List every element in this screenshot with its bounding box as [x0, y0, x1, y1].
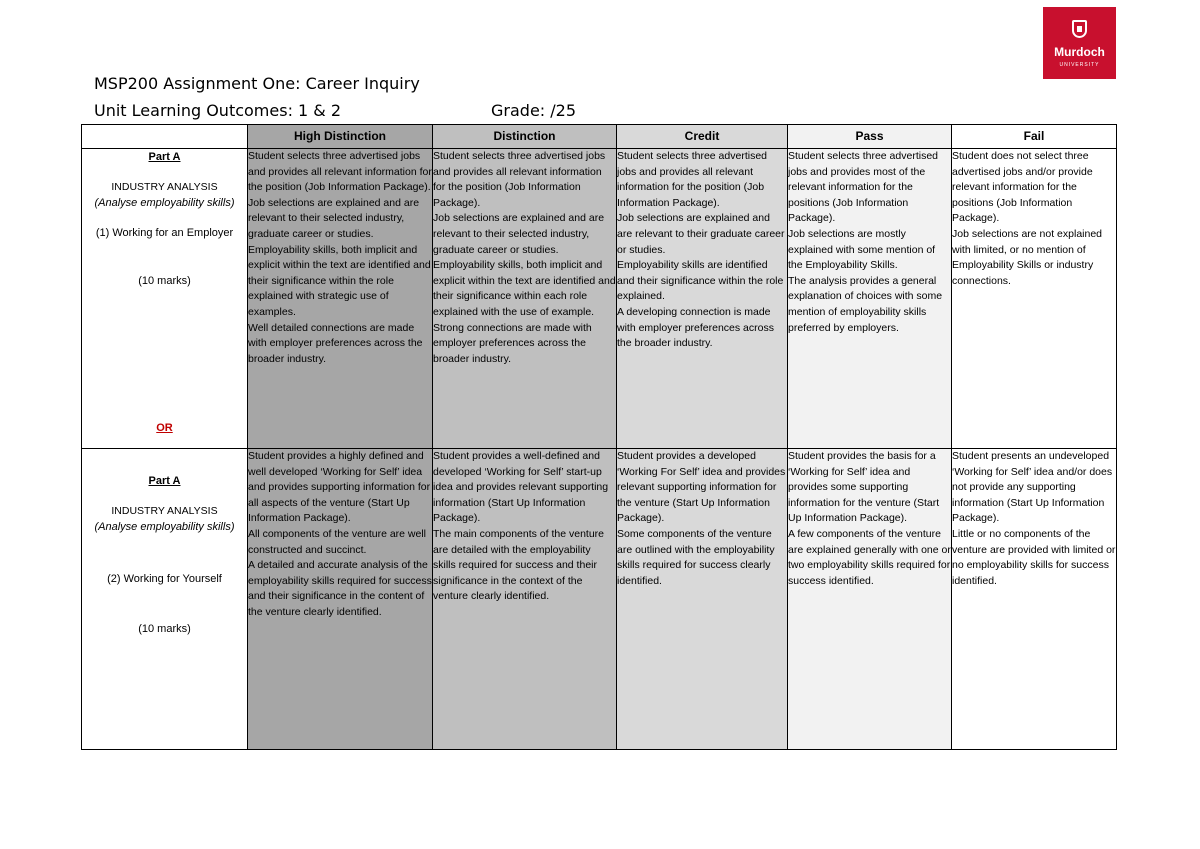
analyse-label: (Analyse employability skills) [94, 521, 235, 533]
descriptor-cell: Student selects three advertised jobs and provides most of the relevant information for the positions (Job Information Package). Job selections are mostly explained with some mention of the Employability Skills. The analysis provides a general explanation of choices with some mention of employability skills preferred by employers. [788, 149, 952, 449]
descriptor-cell: Student does not select three advertised jobs and/or provide relevant information for the positions (Job Information Package). Job selections are not explained with limited, or no mention of Employability Skills or industry connections. [952, 149, 1117, 449]
header-blank [82, 125, 248, 149]
header-distinction: Distinction [433, 125, 617, 149]
descriptor-cell: Student provides a developed ‘Working For Self’ idea and provides relevant supporting information for the venture (Start Up Information Package). Some components of the venture are outlined with the employability skills required for success clearly identified. [617, 449, 788, 750]
or-label: OR [156, 422, 173, 434]
criterion-cell [82, 149, 248, 449]
part-label: Part A [148, 151, 181, 163]
criterion-cell [82, 449, 248, 750]
descriptor-cell: Student selects three advertised jobs and provides all relevant information for the position (Job Information Package). Job selections are explained and are relevant to their selected industry, graduate career or studies. Employability skills, both implicit and explicit within the text are identified and their significance within each role explained with the use of example. Strong connections are made with employer preferences across the broader industry. [433, 149, 617, 449]
header-fail: Fail [952, 125, 1117, 149]
marks-label: (10 marks) [138, 623, 191, 635]
criterion-subtitle: (2) Working for Yourself [107, 573, 222, 585]
area-label: INDUSTRY ANALYSIS [111, 505, 218, 517]
rubric-row-employer [82, 149, 1117, 449]
criterion-subtitle: (1) Working for an Employer [95, 227, 234, 239]
descriptor-cell: Student selects three advertised jobs and provides all relevant information for the position (Job Information Package). Job selections are explained and are relevant to their selected industry, graduate career or studies. Employability skills, both implicit and explicit within the text are identified and their significance within the role explained with strategic use of examples. Well detailed connections are made with employer preferences across the broader industry. [248, 149, 433, 449]
header-high-distinction: High Distinction [248, 125, 433, 149]
crest-icon [1072, 20, 1087, 38]
grade-label: Grade: /25 [491, 101, 577, 120]
rubric-header-row [82, 125, 1117, 149]
logo-name: Murdoch [1054, 45, 1105, 59]
descriptor-cell: Student presents an undeveloped ‘Working for Self’ idea and/or does not provide any supporting information (Start Up Information Package). Little or no components of the venture are provided with limited or no employability skills for success identified. [952, 449, 1117, 750]
marks-label: (10 marks) [138, 275, 191, 287]
descriptor-cell: Student provides the basis for a ‘Working for Self’ idea and provides some supporting information for the venture (Start Up Information Package). A few components of the venture are explained generally with one or two employability skills required for success identified. [788, 449, 952, 750]
part-label: Part A [148, 475, 181, 487]
rubric-table [81, 124, 1117, 750]
descriptor-cell: Student selects three advertised jobs and provides all relevant information for the position (Job Information Package). Job selections are explained and are relevant to their graduate career or studies. Employability skills are identified and their significance within the role explained. A developing connection is made with employer preferences across the broader industry. [617, 149, 788, 449]
header-pass: Pass [788, 125, 952, 149]
logo-subtitle: UNIVERSITY [1059, 62, 1100, 68]
descriptor-cell: Student provides a well-defined and developed ‘Working for Self’ start-up idea and provides relevant supporting information (Start Up Information Package). The main components of the venture are detailed with the employability skills required for success and their significance in the context of the venture clearly identified. [433, 449, 617, 750]
area-label: INDUSTRY ANALYSIS [111, 181, 218, 193]
murdoch-logo [1043, 7, 1116, 79]
analyse-label: (Analyse employability skills) [94, 197, 235, 209]
header-credit: Credit [617, 125, 788, 149]
rubric-row-self [82, 449, 1117, 750]
assignment-title: MSP200 Assignment One: Career Inquiry [94, 74, 420, 93]
learning-outcomes: Unit Learning Outcomes: 1 & 2 [94, 101, 342, 120]
descriptor-cell: Student provides a highly defined and well developed ‘Working for Self’ idea and provides supporting information for all aspects of the venture (Start Up Information Package). All components of the venture are well constructed and succinct. A detailed and accurate analysis of the employability skills required for success and their significance in the content of the venture clearly identified. [248, 449, 433, 750]
